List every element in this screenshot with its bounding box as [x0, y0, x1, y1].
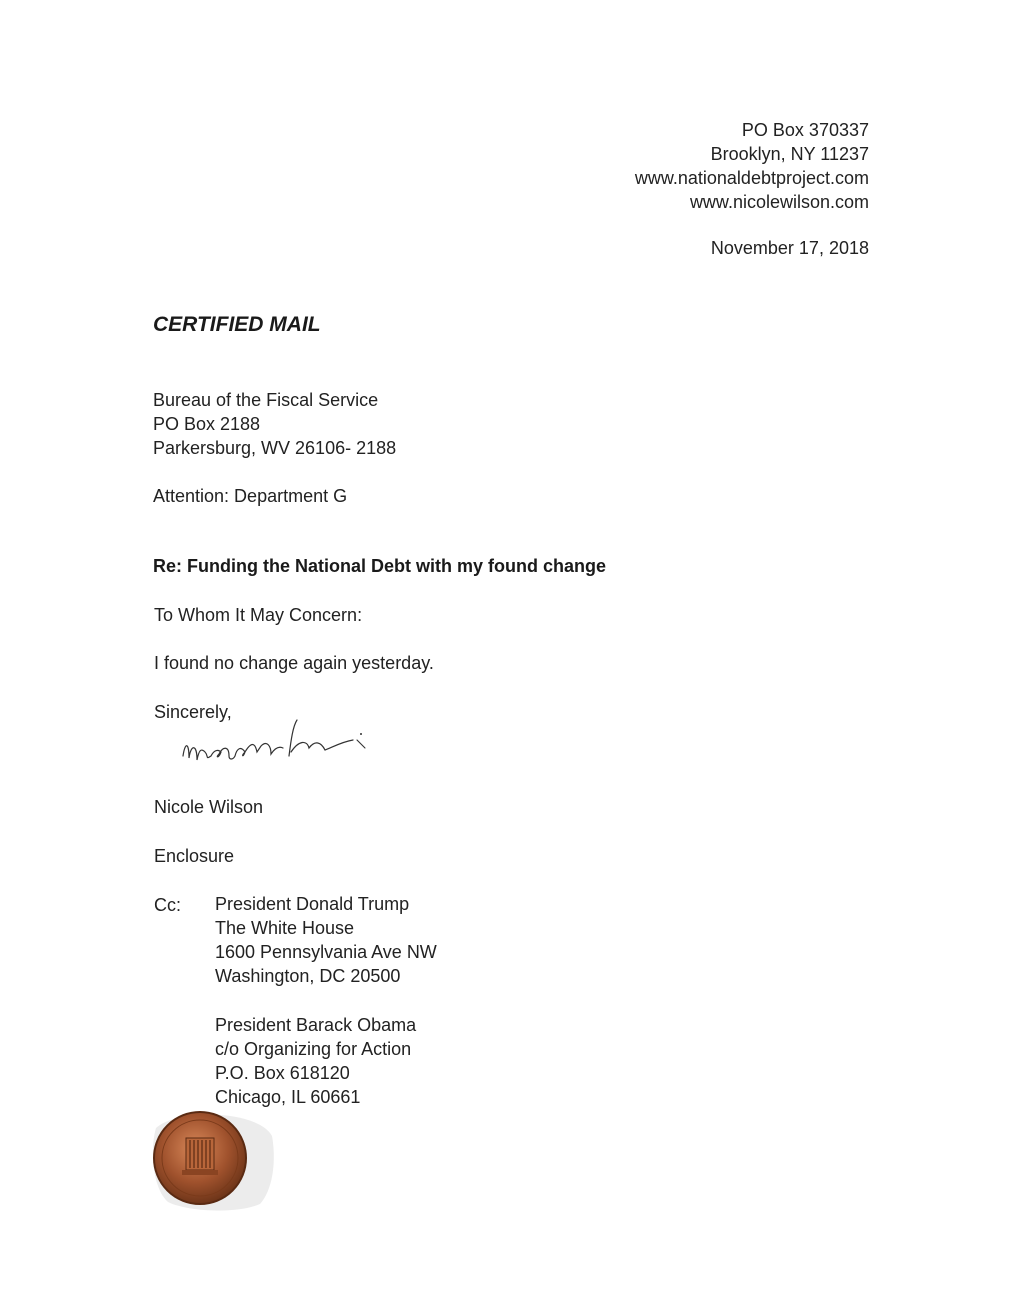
- penny-image: [148, 1108, 278, 1213]
- salutation: To Whom It May Concern:: [154, 605, 363, 625]
- cc-recipient-line4: Washington, DC 20500: [215, 966, 401, 986]
- cc-recipient-name: President Donald Trump: [215, 894, 410, 914]
- cc-recipient: [215, 892, 437, 988]
- recipient-line1: Bureau of the Fiscal Service: [153, 390, 379, 410]
- cc-recipient-line2: The White House: [215, 918, 355, 938]
- handwritten-signature: [175, 712, 375, 782]
- subject-line: Re: Funding the National Debt with my found change: [153, 556, 606, 576]
- sender-website-1: www.nationaldebtproject.com: [634, 168, 869, 188]
- cc-recipient-line2: c/o Organizing for Action: [215, 1039, 412, 1059]
- sender-address-line1: PO Box 370337: [741, 120, 869, 140]
- sender-website-2: www.nicolewilson.com: [689, 192, 869, 212]
- attention-line: Attention: Department G: [153, 486, 348, 506]
- coin-icon: [148, 1108, 278, 1213]
- sender-address-line2: Brooklyn, NY 11237: [710, 144, 869, 164]
- signer-name: Nicole Wilson: [154, 797, 264, 817]
- recipient-line2: PO Box 2188: [153, 414, 261, 434]
- certified-mail-heading: CERTIFIED MAIL: [153, 313, 321, 336]
- cc-recipient-line4: Chicago, IL 60661: [215, 1087, 361, 1107]
- closing: Sincerely,: [154, 702, 232, 722]
- cc-label: Cc:: [154, 895, 181, 915]
- sender-address: [635, 118, 869, 214]
- cc-recipient-name: President Barack Obama: [215, 1015, 417, 1035]
- cc-recipient-line3: P.O. Box 618120: [215, 1063, 350, 1083]
- recipient-address: [153, 388, 396, 460]
- letter-body: I found no change again yesterday.: [154, 653, 434, 673]
- enclosure-note: Enclosure: [154, 846, 235, 866]
- cc-recipient-line3: 1600 Pennsylvania Ave NW: [215, 942, 437, 962]
- recipient-line3: Parkersburg, WV 26106- 2188: [153, 438, 397, 458]
- cc-recipient: [215, 1013, 416, 1109]
- letter-date: November 17, 2018: [710, 238, 869, 258]
